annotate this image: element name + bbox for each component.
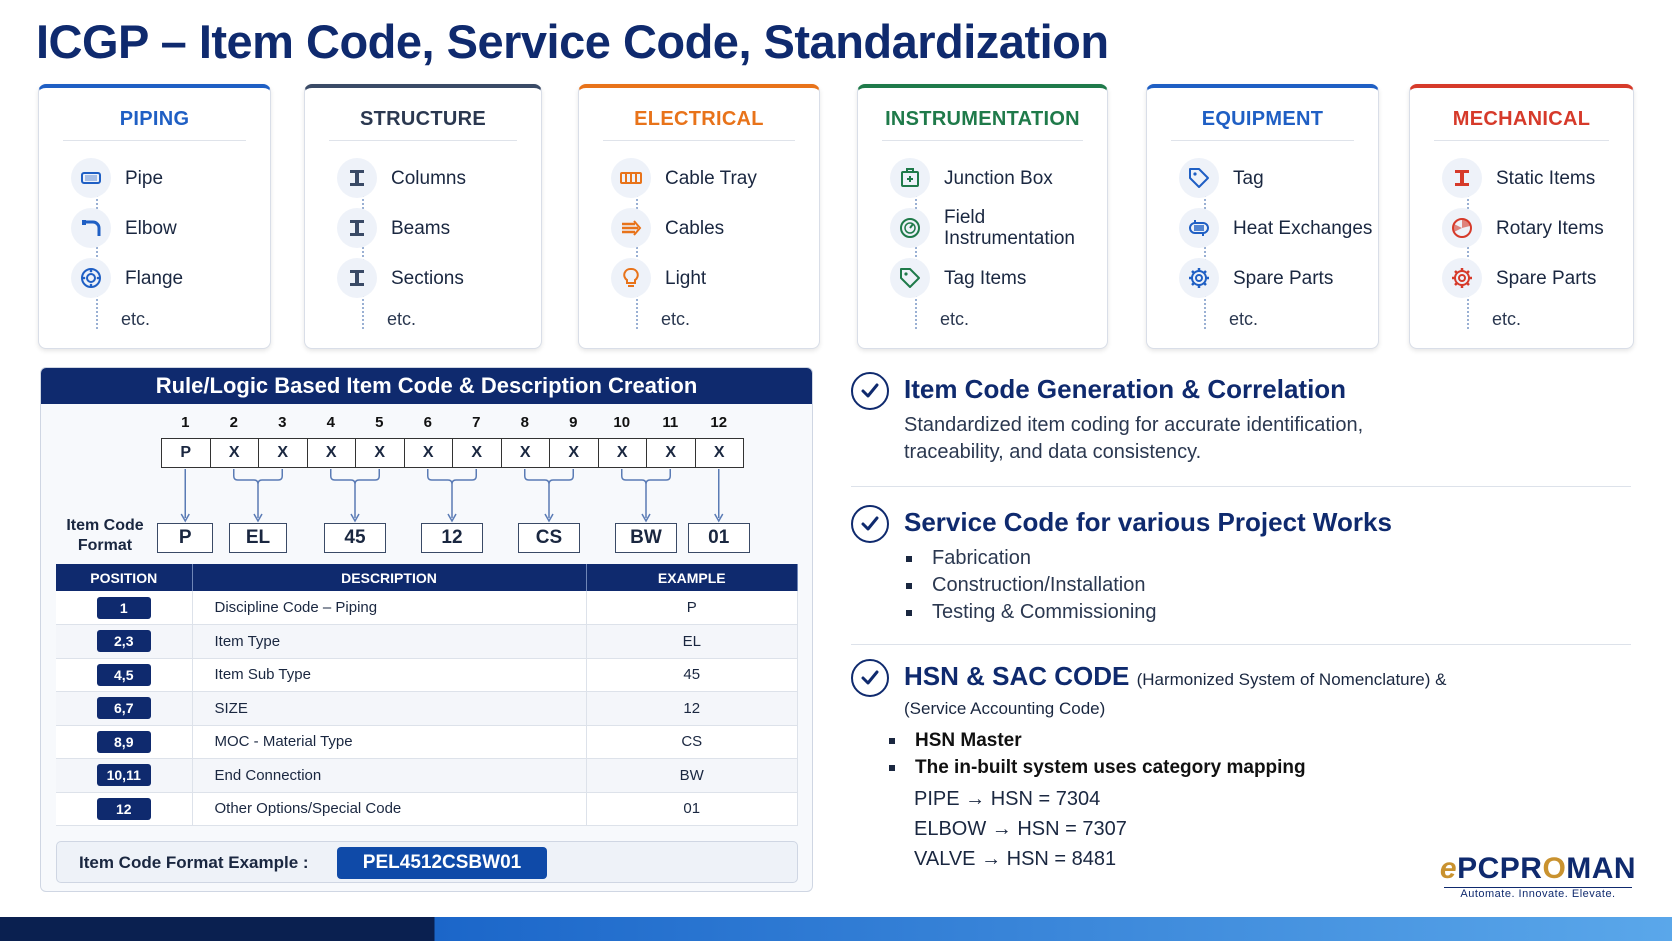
tag-icon <box>890 258 930 298</box>
example-cell: 01 <box>586 792 798 826</box>
i-beam-icon <box>337 158 377 198</box>
hsn-subtitle-1: (Harmonized System of Nomenclature) & <box>1136 670 1447 689</box>
position-badge: 6,7 <box>97 697 151 719</box>
i-beam-icon <box>337 208 377 248</box>
category-card-equipment <box>1146 84 1379 349</box>
position-placeholder: X <box>452 438 502 468</box>
position-number: 7 <box>472 414 481 431</box>
category-item-label: Pipe <box>125 167 164 189</box>
position-placeholder: X <box>501 438 551 468</box>
position-cell <box>56 792 192 826</box>
feature-hsn-title <box>904 661 1446 692</box>
table-row <box>56 591 798 625</box>
category-etc: etc. <box>387 308 417 329</box>
service-code-bullets <box>904 545 1157 626</box>
category-item-label: Heat Exchanges <box>1233 217 1373 239</box>
category-title: EQUIPMENT <box>1171 108 1354 141</box>
list-item: The in-built system uses category mapping <box>887 754 1306 781</box>
category-item-label: Light <box>665 267 707 289</box>
elbow-icon <box>71 208 111 248</box>
position-cell <box>56 725 192 759</box>
category-items <box>858 141 1107 335</box>
code-segment: 01 <box>688 523 750 553</box>
category-title: STRUCTURE <box>329 108 517 141</box>
category-item <box>890 203 1107 253</box>
feature-service-code-title: Service Code for various Project Works <box>904 507 1392 537</box>
category-item-label: Spare Parts <box>1233 267 1334 289</box>
category-card-mechanical <box>1409 84 1634 349</box>
light-bulb-icon <box>611 258 651 298</box>
divider <box>851 486 1631 487</box>
category-items <box>39 141 270 335</box>
example-cell: EL <box>586 625 798 659</box>
description-cell: End Connection <box>192 759 586 793</box>
table-row <box>56 658 798 692</box>
category-item-label: Columns <box>391 167 466 189</box>
list-item: HSN Master <box>887 727 1306 754</box>
description-cell: MOC - Material Type <box>192 725 586 759</box>
list-item: Testing & Commissioning <box>904 599 1157 626</box>
position-connectors <box>41 368 814 568</box>
heat-exchanger-icon <box>1179 208 1219 248</box>
check-icon <box>851 659 889 697</box>
position-placeholder: X <box>404 438 454 468</box>
category-card-electrical <box>578 84 820 349</box>
position-placeholder: X <box>549 438 599 468</box>
position-placeholder: X <box>355 438 405 468</box>
example-cell: 12 <box>586 692 798 726</box>
hsn-mapping-pipe: PIPE → HSN = 7304 <box>914 788 1101 810</box>
category-item <box>611 203 819 253</box>
category-item <box>71 253 270 303</box>
category-item <box>1179 153 1378 203</box>
position-cell <box>56 759 192 793</box>
category-item-label: Static Items <box>1496 167 1596 189</box>
description-cell: Item Sub Type <box>192 658 586 692</box>
category-etc: etc. <box>940 308 970 329</box>
description-cell: Discipline Code – Piping <box>192 591 586 625</box>
position-number: 6 <box>423 414 432 431</box>
table-row <box>56 792 798 826</box>
column-header-example: EXAMPLE <box>586 564 798 591</box>
epcproman-logo <box>1438 852 1638 900</box>
category-item <box>1179 203 1378 253</box>
category-items <box>305 141 541 335</box>
example-cell: P <box>586 591 798 625</box>
code-segment: CS <box>518 523 580 553</box>
position-number: 9 <box>569 414 578 431</box>
check-icon <box>851 505 889 543</box>
category-etc: etc. <box>1492 308 1522 329</box>
category-item-label: Beams <box>391 217 451 239</box>
category-item <box>337 153 541 203</box>
category-item <box>71 203 270 253</box>
category-items <box>1410 141 1633 335</box>
hsn-mapping-valve: VALVE → HSN = 8481 <box>914 848 1117 870</box>
category-title: INSTRUMENTATION <box>882 108 1083 141</box>
category-title: PIPING <box>63 108 246 141</box>
category-items <box>1147 141 1378 335</box>
position-number: 5 <box>375 414 384 431</box>
position-placeholder: P <box>161 438 211 468</box>
logo-wordmark: ePCPROMAN <box>1439 852 1637 885</box>
position-number: 3 <box>278 414 287 431</box>
page-title: ICGP – Item Code, Service Code, Standardization <box>36 15 1109 68</box>
position-number: 2 <box>229 414 238 431</box>
junction-box-icon <box>890 158 930 198</box>
hsn-mapping-elbow: ELBOW → HSN = 7307 <box>914 818 1127 840</box>
item-code-example-value: PEL4512CSBW01 <box>337 847 547 879</box>
list-item: Construction/Installation <box>904 572 1157 599</box>
code-segment: EL <box>229 523 287 553</box>
description-cell: Other Options/Special Code <box>192 792 586 826</box>
position-number: 1 <box>181 414 190 431</box>
hsn-mappings <box>914 784 1127 874</box>
position-placeholder: X <box>210 438 260 468</box>
bottom-accent-bar <box>0 917 1672 941</box>
column-header-position: POSITION <box>56 564 192 591</box>
category-item-label: Rotary Items <box>1496 217 1604 239</box>
category-item-label: Sections <box>391 267 464 289</box>
position-badge: 2,3 <box>97 630 151 652</box>
feature-item-code <box>851 372 1631 472</box>
hsn-title-text: HSN & SAC CODE <box>904 661 1130 691</box>
position-placeholder: X <box>258 438 308 468</box>
category-item <box>890 253 1107 303</box>
rule-panel-title: Rule/Logic Based Item Code & Description Creation <box>41 368 812 404</box>
position-number: 4 <box>326 414 335 431</box>
position-placeholder: X <box>307 438 357 468</box>
category-item-label: Field Instrumentation <box>944 207 1075 249</box>
i-beam-icon <box>337 258 377 298</box>
position-badge: 8,9 <box>97 731 151 753</box>
category-item <box>337 253 541 303</box>
code-segment: BW <box>615 523 677 553</box>
category-item-label: Cable Tray <box>665 167 757 189</box>
column-header-description: DESCRIPTION <box>192 564 586 591</box>
gear-icon <box>1179 258 1219 298</box>
position-badge: 1 <box>97 597 151 619</box>
category-item <box>611 253 819 303</box>
rotary-icon <box>1442 208 1482 248</box>
category-item-label: Tag <box>1233 167 1264 189</box>
feature-item-code-title: Item Code Generation & Correlation <box>904 374 1347 404</box>
position-number: 8 <box>520 414 529 431</box>
position-number: 12 <box>710 414 728 431</box>
category-item <box>1442 153 1633 203</box>
description-cell: Item Type <box>192 625 586 659</box>
check-icon <box>851 372 889 410</box>
flange-icon <box>71 258 111 298</box>
divider <box>851 644 1631 645</box>
position-table <box>56 564 798 826</box>
category-item <box>71 153 270 203</box>
example-cell: CS <box>586 725 798 759</box>
position-badge: 4,5 <box>97 664 151 686</box>
position-placeholder: X <box>646 438 696 468</box>
position-number: 10 <box>613 414 631 431</box>
position-badge: 12 <box>97 798 151 820</box>
category-item-label: Spare Parts <box>1496 267 1597 289</box>
tag-icon <box>1179 158 1219 198</box>
logo-tagline: Automate. Innovate. Elevate. <box>1460 888 1616 900</box>
item-code-example-bar <box>56 841 798 883</box>
position-number: 11 <box>662 414 679 431</box>
table-row <box>56 625 798 659</box>
category-etc: etc. <box>1229 308 1259 329</box>
position-placeholder: X <box>598 438 648 468</box>
category-title: ELECTRICAL <box>603 108 795 141</box>
item-code-example-label: Item Code Format Example : <box>79 853 309 872</box>
category-item <box>337 203 541 253</box>
category-item-label: Flange <box>125 267 184 289</box>
gauge-icon <box>890 208 930 248</box>
category-item <box>890 153 1107 203</box>
category-item-label: Tag Items <box>944 267 1027 289</box>
category-etc: etc. <box>121 308 151 329</box>
category-item-label: Cables <box>665 217 725 239</box>
position-cell <box>56 692 192 726</box>
pipe-icon <box>71 158 111 198</box>
position-badge: 10,11 <box>97 764 151 786</box>
hsn-subtitle-2: (Service Accounting Code) <box>904 699 1106 718</box>
item-code-format-label: Item Code Format <box>66 517 144 554</box>
position-cell <box>56 591 192 625</box>
table-row <box>56 725 798 759</box>
category-items <box>579 141 819 335</box>
category-item <box>1442 203 1633 253</box>
gear-icon <box>1442 258 1482 298</box>
category-item-label: Junction Box <box>944 167 1053 189</box>
position-cell <box>56 658 192 692</box>
cables-icon <box>611 208 651 248</box>
table-row <box>56 692 798 726</box>
category-card-piping <box>38 84 271 349</box>
rule-panel <box>40 367 813 892</box>
table-row <box>56 759 798 793</box>
category-card-structure <box>304 84 542 349</box>
code-segment: 45 <box>324 523 386 553</box>
category-item <box>611 153 819 203</box>
code-segment: P <box>157 523 213 553</box>
list-item: Fabrication <box>904 545 1157 572</box>
category-item <box>1442 253 1633 303</box>
example-cell: BW <box>586 759 798 793</box>
category-item-label: Elbow <box>125 217 177 239</box>
category-title: MECHANICAL <box>1434 108 1609 141</box>
feature-service-code <box>851 505 1631 625</box>
example-cell: 45 <box>586 658 798 692</box>
cable-tray-icon <box>611 158 651 198</box>
category-card-instrumentation <box>857 84 1108 349</box>
feature-item-code-description: Standardized item coding for accurate identification, traceability, and data consistency. <box>904 414 1364 463</box>
code-segment: 12 <box>421 523 483 553</box>
category-etc: etc. <box>661 308 691 329</box>
hsn-bullets <box>887 727 1306 781</box>
category-item <box>1179 253 1378 303</box>
position-cell <box>56 625 192 659</box>
i-beam-icon <box>1442 158 1482 198</box>
position-placeholder: X <box>695 438 745 468</box>
description-cell: SIZE <box>192 692 586 726</box>
